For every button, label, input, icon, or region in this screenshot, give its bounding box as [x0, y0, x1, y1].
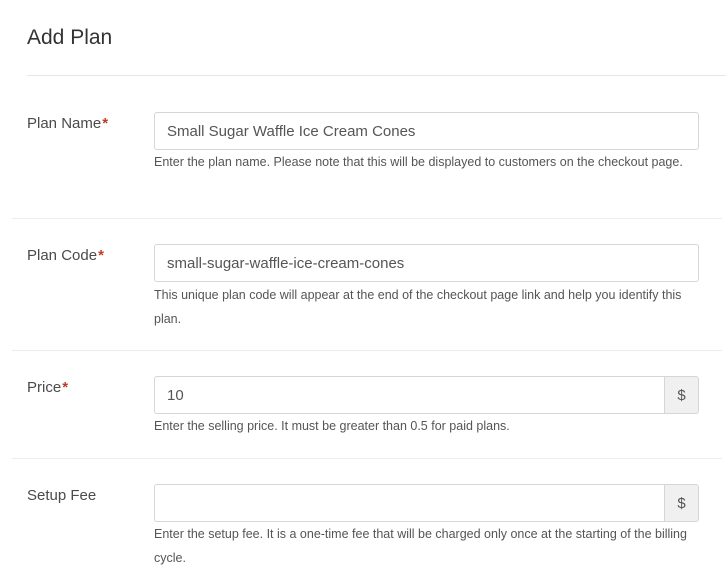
plan-code-value: small-sugar-waffle-ice-cream-cones	[167, 254, 405, 272]
page-title: Add Plan	[27, 26, 113, 49]
row-divider	[12, 458, 722, 459]
row-divider	[12, 350, 722, 351]
required-mark: *	[62, 379, 69, 396]
currency-addon: $	[664, 484, 699, 522]
setup-fee-input[interactable]	[154, 484, 664, 522]
row-divider	[12, 218, 722, 219]
setup-fee-help: Enter the setup fee. It is a one-time fee that will be charged only once at the starting of the billing cycle.	[154, 527, 687, 565]
plan-code-label	[27, 247, 104, 264]
price-value: 10	[167, 386, 184, 404]
plan-name-help: Enter the plan name. Please note that this will be displayed to customers on the checkout page.	[154, 155, 683, 169]
plan-name-label-text: Plan Name	[27, 115, 102, 132]
setup-fee-label	[27, 487, 96, 504]
price-input-group	[154, 376, 699, 414]
setup-fee-label-text: Setup Fee	[27, 487, 97, 504]
plan-code-label-text: Plan Code	[27, 247, 98, 264]
plan-name-value: Small Sugar Waffle Ice Cream Cones	[167, 122, 416, 140]
plan-code-help: This unique plan code will appear at the end of the checkout page link and help you identify this plan.	[154, 288, 682, 326]
price-label-text: Price	[27, 379, 62, 396]
setup-fee-input-group	[154, 484, 699, 522]
plan-name-label	[27, 115, 108, 132]
price-input[interactable]	[154, 376, 664, 414]
currency-addon: $	[664, 376, 699, 414]
header-divider	[27, 75, 726, 76]
price-label	[27, 379, 68, 396]
required-mark: *	[98, 247, 104, 264]
plan-code-input[interactable]	[154, 244, 699, 282]
required-mark: *	[102, 115, 109, 132]
price-help: Enter the selling price. It must be greater than 0.5 for paid plans.	[154, 419, 510, 433]
plan-name-input[interactable]	[154, 112, 699, 150]
